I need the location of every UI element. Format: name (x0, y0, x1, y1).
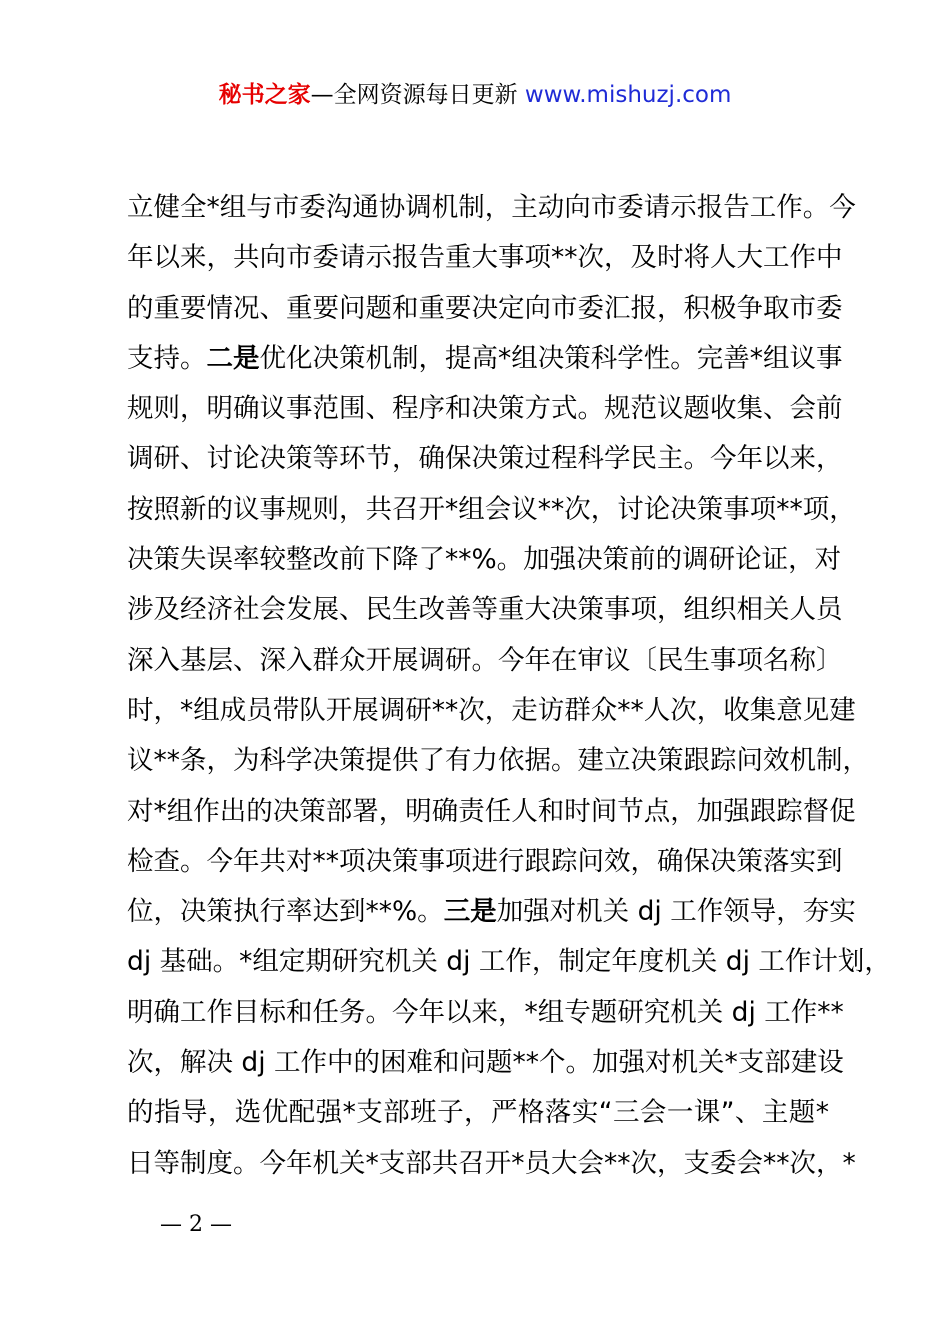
text-line: 的指导，选优配强*支部班子，严格落实“三会一课”、主题* (127, 1097, 829, 1129)
text-line: 时，*组成员带队开展调研**次，走访群众**人次，收集意见建 (127, 694, 856, 726)
text-line: 决策失误率较整改前下降了**%。加强决策前的调研论证，对 (127, 544, 842, 576)
site-header (0, 78, 950, 112)
text-line: 调研、讨论决策等环节，确保决策过程科学民主。今年以来， (127, 443, 843, 475)
text-line: 日等制度。今年机关*支部共召开*员大会**次，支委会**次，* (127, 1147, 856, 1179)
text-line: dj 基础。*组定期研究机关 dj 工作，制定年度机关 dj 工作计划， (127, 946, 891, 978)
text-line: 位，决策执行率达到**%。三是加强对机关 dj 工作领导，夯实 (127, 896, 856, 928)
text-line: 深入基层、深入群众开展调研。今年在审议〔民生事项名称〕 (127, 644, 843, 676)
site-tagline: —全网资源每日更新 (310, 82, 525, 108)
site-url[interactable]: www.mishuzj.com (524, 82, 732, 108)
text-line: 按照新的议事规则，共召开*组会议**次，讨论决策事项**项， (127, 493, 856, 525)
text-line: 涉及经济社会发展、民生改善等重大决策事项，组织相关人员 (127, 594, 843, 626)
text-line: 检查。今年共对**项决策事项进行跟踪问效，确保决策落实到 (127, 845, 843, 877)
text-line: 次，解决 dj 工作中的困难和问题**个。加强对机关*支部建设 (127, 1047, 844, 1079)
section-marker: 三是 (443, 896, 497, 928)
text-line: 明确工作目标和任务。今年以来，*组专题研究机关 dj 工作** (127, 996, 844, 1028)
section-marker: 二是 (206, 342, 260, 374)
text-line: 立健全*组与市委沟通协调机制，主动向市委请示报告工作。今 (127, 192, 856, 223)
document-body (127, 183, 891, 1189)
text-line: 规则，明确议事范围、程序和决策方式。规范议题收集、会前 (127, 393, 843, 425)
text-line: 的重要情况、重要问题和重要决定向市委汇报，积极争取市委 (127, 292, 843, 324)
text-line: 年以来，共向市委请示报告重大事项**次，及时将人大工作中 (127, 242, 843, 274)
page-number: — 2 — (160, 1212, 232, 1237)
site-brand: 秘书之家 (218, 82, 311, 108)
text-line: 对*组作出的决策部署，明确责任人和时间节点，加强跟踪督促 (127, 795, 856, 827)
text-line: 支持。二是优化决策机制，提高*组决策科学性。完善*组议事 (127, 342, 843, 374)
text-line: 议**条，为科学决策提供了有力依据。建立决策跟踪问效机制， (127, 745, 869, 777)
